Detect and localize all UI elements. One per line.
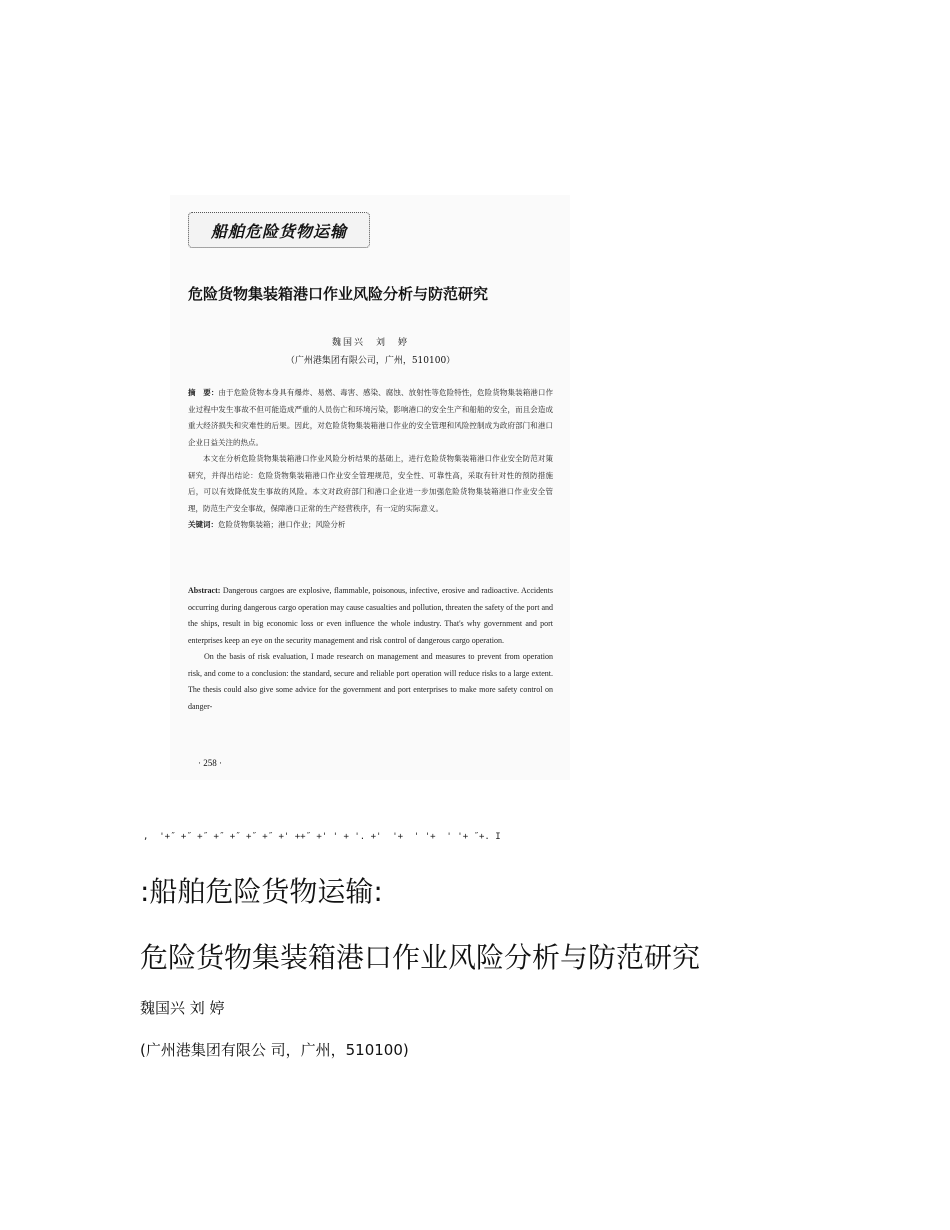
scan-english-abstract [188,583,553,715]
keywords: 危险货物集装箱；港口作业；风险分析 [218,520,346,529]
section-banner: 船舶危险货物运输 [188,212,370,248]
page-number: · 258 · [198,758,222,768]
abstract-en-para-2: On the basis of risk evaluation, I made research on management and measures to prevent from operation risk, and come to a conclusion: the standard, secure and reliable port operation will reduce risks to a large extent. The thesis could also give some advice for the government and port enterprises to make more safety control on danger- [188,652,553,711]
scanned-page-image [170,195,570,780]
abstract-en-para-1: Dangerous cargoes are explosive, flammable, poisonous, infective, erosive and radioactive. Accidents occurring during dangerous cargo operation may cause casualties and pollution, threaten the safety of the port and the ships, result in big economic loss or even influence the whole industry. That's why government and port enterprises keep an eye on the security management and risk control of dangerous cargo operation. [188,586,553,645]
abstract-label: 摘 要： [188,388,219,397]
abstract-cn-para-2: 本文在分析危险货物集装箱港口作业风险分析结果的基础上，进行危险货物集装箱港口作业安全防范对策研究，并得出结论：危险货物集装箱港口作业安全管理规范，安全性、可靠性高，采取有针对性的预防措施后，可以有效降低发生事故的风险。本文对政府部门和港口企业进一步加强危险货物集装箱港口作业安全管理，防范生产安全事故，保障港口正常的生产经营秩序，有一定的实际意义。 [188,454,553,513]
article-title: 危险货物集装箱港口作业风险分析与防范研究 [140,941,701,974]
authors: 魏国兴 刘 婷 [140,999,225,1017]
scan-chinese-abstract [188,385,553,534]
abstract-cn-para-1: 由于危险货物本身具有爆炸、易燃、毒害、感染、腐蚀、放射性等危险特性，危险货物集装箱港口作业过程中发生事故不但可能造成严重的人员伤亡和环境污染，影响港口的安全生产和船舶的安全，而且会造成重大经济损失和灾难性的后果。因此，对危险货物集装箱港口作业的安全管理和风险控制成为政府部门和港口企业日益关注的热点。 [188,388,554,447]
abstract-en-label: Abstract: [188,586,221,595]
keywords-label: 关键词： [188,520,218,529]
scan-article-title: 危险货物集装箱港口作业风险分析与防范研究 [188,285,489,303]
ocr-noise-line: , '+˝ +˝ +˝ +˝ +˝ +˝ +˝ +' ++˝ +' ' + '. +' '+ ' '+ ' '+ ˝+. I [143,832,501,842]
scan-affiliation: （广州港集团有限公司，广州，510100） [285,356,456,366]
scan-authors: 魏国兴 刘 婷 [331,338,409,348]
section-label: :船舶危险货物运输: [140,875,383,908]
affiliation: (广州港集团有限公 司，广州，510100) [140,1041,409,1059]
